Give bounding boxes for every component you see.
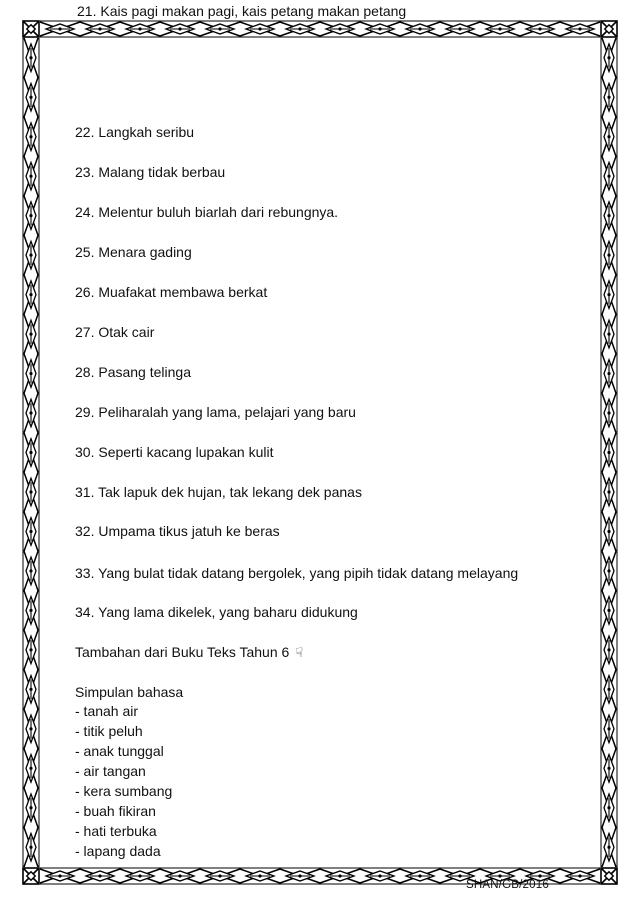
simpulan-item: - air tangan	[75, 763, 146, 779]
list-item: 24. Melentur buluh biarlah dari rebungnya.	[75, 204, 339, 220]
simpulan-item: - lapang dada	[75, 843, 161, 859]
list-item: 34. Yang lama dikelek, yang baharu didukung	[75, 604, 358, 620]
pointing-hand-icon: ☟	[295, 646, 304, 661]
list-item: 27. Otak cair	[75, 324, 155, 340]
simpulan-item: - titik peluh	[75, 723, 143, 739]
supplement-heading-text: Tambahan dari Buku Teks Tahun 6	[75, 644, 290, 660]
list-item: 22. Langkah seribu	[75, 124, 195, 140]
list-item: 32. Umpama tikus jatuh ke beras	[75, 523, 280, 539]
list-item: 25. Menara gading	[75, 244, 192, 260]
list-item: 33. Yang bulat tidak datang bergolek, yang pipih tidak datang melayang	[75, 565, 519, 581]
list-item: 23. Malang tidak berbau	[75, 164, 226, 180]
list-item: 26. Muafakat membawa berkat	[75, 284, 268, 300]
list-item: 29. Peliharalah yang lama, pelajari yang baru	[75, 404, 356, 420]
list-item: 30. Seperti kacang lupakan kulit	[75, 444, 274, 460]
supplement-heading	[75, 643, 303, 663]
simpulan-item: - tanah air	[75, 703, 139, 719]
simpulan-item: - anak tunggal	[75, 743, 164, 759]
footer-code: SHAN/GB/2016	[466, 879, 549, 891]
simpulan-item: - hati terbuka	[75, 823, 157, 839]
simpulan-item: - buah fikiran	[75, 803, 156, 819]
top-item: 21. Kais pagi makan pagi, kais petang makan petang	[77, 3, 407, 19]
list-item: 31. Tak lapuk dek hujan, tak lekang dek panas	[75, 484, 362, 500]
list-item: 28. Pasang telinga	[75, 364, 191, 380]
simpulan-heading: Simpulan bahasa	[75, 684, 184, 700]
simpulan-item: - kera sumbang	[75, 783, 173, 799]
